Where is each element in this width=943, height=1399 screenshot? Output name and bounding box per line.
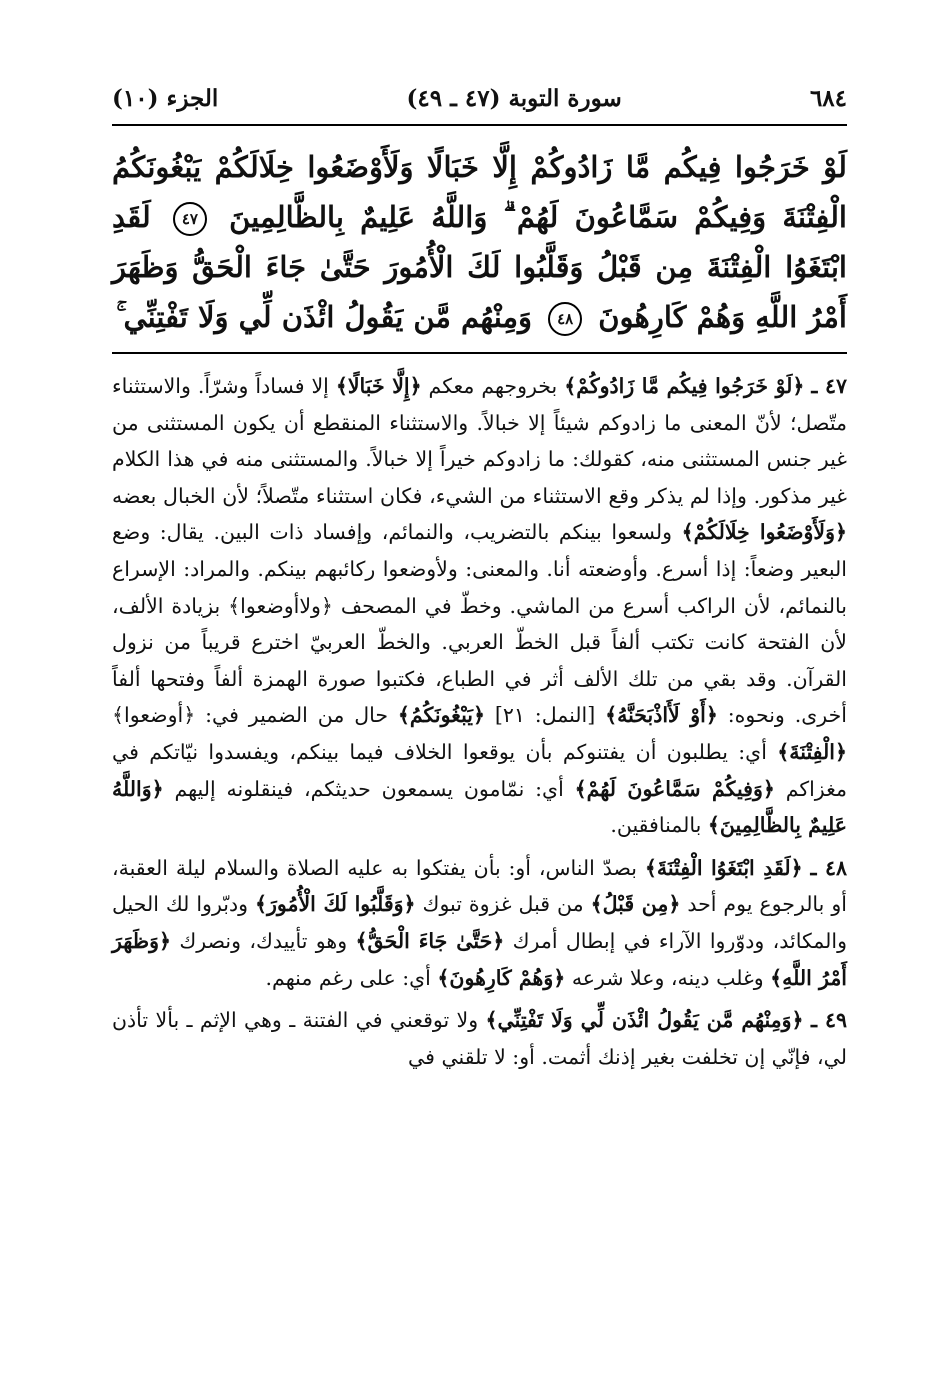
explanation: أي: نمّامون يسمعون حديثكم، فينقلونه إليهم (174, 776, 564, 801)
page-header (112, 78, 847, 118)
verse-49-text: وَمِنْهُم مَّن يَقُولُ ائْذَن لِّي وَلَا تَفْتِنِّي ۚ (116, 300, 533, 334)
reference: [النمل: ٢١] (494, 703, 596, 728)
explanation: من قبل غزوة تبوك (422, 892, 584, 917)
explanation: أي: يطلبون أن يفتنوكم بأن يوقعوا الخلاف فيما بينكم، ويفسدوا نيّاتكم في مغزاكم (112, 739, 847, 801)
explanation: وغلب دينه، وعلا شرعه (571, 965, 764, 990)
commentary-49 (112, 1002, 847, 1075)
quran-text (112, 142, 847, 342)
quote: ﴿وَلَأَوْضَعُوا خِلَالَكُمْ﴾ (681, 520, 847, 545)
explanation: بصدّ الناس، أو: بأن يفتكوا به عليه الصلاة والسلام ليلة العقبة، أو بالرجوع يوم أحد (112, 855, 847, 917)
quote: ﴿إِلَّا خَبَالًا﴾ (335, 374, 422, 398)
explanation: حال من الضمير في: ﴿أوضعوا﴾ (112, 703, 389, 728)
verse-47-text: لَوْ خَرَجُوا فِيكُم مَّا زَادُوكُمْ إِلَّا خَبَالًا وَلَأَوْضَعُوا خِلَالَكُمْ يَبْغُونَكُمُ الْفِتْنَةَ وَفِيكُمْ سَمَّاعُونَ لَهُمْ ۗ وَاللَّهُ عَلِيمٌ بِالظَّالِمِينَ (112, 150, 847, 234)
page-number: ٦٨٤ (809, 84, 847, 112)
juz-label: الجزء (١٠) (112, 84, 219, 112)
explanation: وهو تأييدك، ونصرك (179, 928, 348, 953)
commentary (112, 368, 847, 1081)
quote: ﴿وَقَلَّبُوا لَكَ الْأُمُورَ﴾ (255, 892, 416, 917)
verse-48-marker: ٤٨ (548, 302, 582, 336)
quote: ﴿يَبْغُونَكُمُ﴾ (397, 703, 485, 728)
quote: ﴿وَظَهَرَ أَمْرُ اللَّهِ﴾ (112, 928, 847, 990)
explanation: بخروجهم معكم (428, 374, 558, 398)
verse-number: ٤٨ ـ (810, 855, 847, 880)
verse-number: ٤٧ ـ (811, 374, 847, 398)
quote: ﴿لَوْ خَرَجُوا فِيكُم مَّا زَادُوكُمْ﴾ (564, 374, 805, 398)
quote: ﴿مِن قَبْلُ﴾ (590, 892, 681, 917)
section-divider (112, 352, 847, 354)
quote: ﴿وَفِيكُمْ سَمَّاعُونَ لَهُمْ﴾ (574, 776, 775, 801)
verse-47-marker: ٤٧ (173, 202, 207, 236)
explanation: بالمنافقين. (610, 813, 702, 838)
explanation: ولسعوا بينكم بالتضريب، والنمائم، وإفساد ذات البين. يقال: وضع البعير وضعاً: إذا أسرع. وأوضعته أنا. والمعنى: ولأوضعوا ركائبهم بينكم. والمراد: الإسراع بالنمائم، لأن الراكب أسرع من الماشي. وخطّ في المصحف ﴿ولاأوضعوا﴾ بزيادة الألف، لأن الفتحة كانت تكتب ألفاً قبل الخطّ العربي. والخطّ العربيّ اخترع قريباً من نزول القرآن. وقد بقي من تلك الألف أثر في الطباع، فكتبوا صورة الهمزة ألفاً وفتحها ألفاً أخرى. ونحوه: (112, 520, 847, 728)
explanation: أي: على رغم منهم. (265, 965, 431, 990)
surah-title: سورة التوبة (٤٧ ـ ٤٩) (406, 84, 622, 112)
quote: ﴿وَاللَّهُ عَلِيمٌ بِالظَّالِمِينَ﴾ (112, 776, 847, 838)
commentary-48 (112, 850, 847, 996)
explanation: ولا توقعني في الفتنة ـ وهي الإثم ـ بألا تأذن لي، فإنّي إن تخلفت بغير إذنك أثمت. أو: لا تلقني في (112, 1008, 847, 1069)
quote: ﴿وَهُمْ كَارِهُونَ﴾ (437, 965, 566, 990)
quote: ﴿لَقَدِ ابْتَغَوُا الْفِتْنَةَ﴾ (644, 855, 803, 880)
explanation: إلا فساداً وشرّاً. والاستثناء متّصل؛ لأنّ المعنى ما زادوكم شيئاً إلا خبالاً. والاستثناء المنقطع أن يكون المستثنى من غير جنس المستثنى منه، كقولك: ما زادوكم خيراً إلا خبالاً. والمستثنى منه في هذا الكلام غير مذكور. وإذا لم يذكر وقع الاستثناء من الشيء، فكان استثناء متّصلاً؛ لأن الخبال بعضه (112, 374, 847, 508)
verse-number: ٤٩ ـ (810, 1008, 847, 1033)
explanation: ودبّروا لك الحيل والمكائد، ودوّروا الآراء في إبطال أمرك (112, 892, 847, 953)
quote: ﴿الْفِتْنَةَ﴾ (777, 739, 847, 764)
quote: ﴿حَتَّىٰ جَاءَ الْحَقُّ﴾ (355, 928, 505, 953)
header-rule (112, 124, 847, 126)
quote: ﴿وَمِنْهُم مَّن يَقُولُ ائْذَن لِّي وَلَا تَفْتِنِّي﴾ (485, 1008, 804, 1033)
quote: ﴿أَوْ لَأَاذْبَحَنَّهُ﴾ (605, 703, 718, 728)
verse-48-text: لَقَدِ ابْتَغَوُا الْفِتْنَةَ مِن قَبْلُ وَقَلَّبُوا لَكَ الْأُمُورَ حَتَّىٰ جَاءَ الْحَقُّ وَظَهَرَ أَمْرُ اللَّهِ وَهُمْ كَارِهُونَ (112, 200, 847, 334)
commentary-47 (112, 368, 847, 844)
